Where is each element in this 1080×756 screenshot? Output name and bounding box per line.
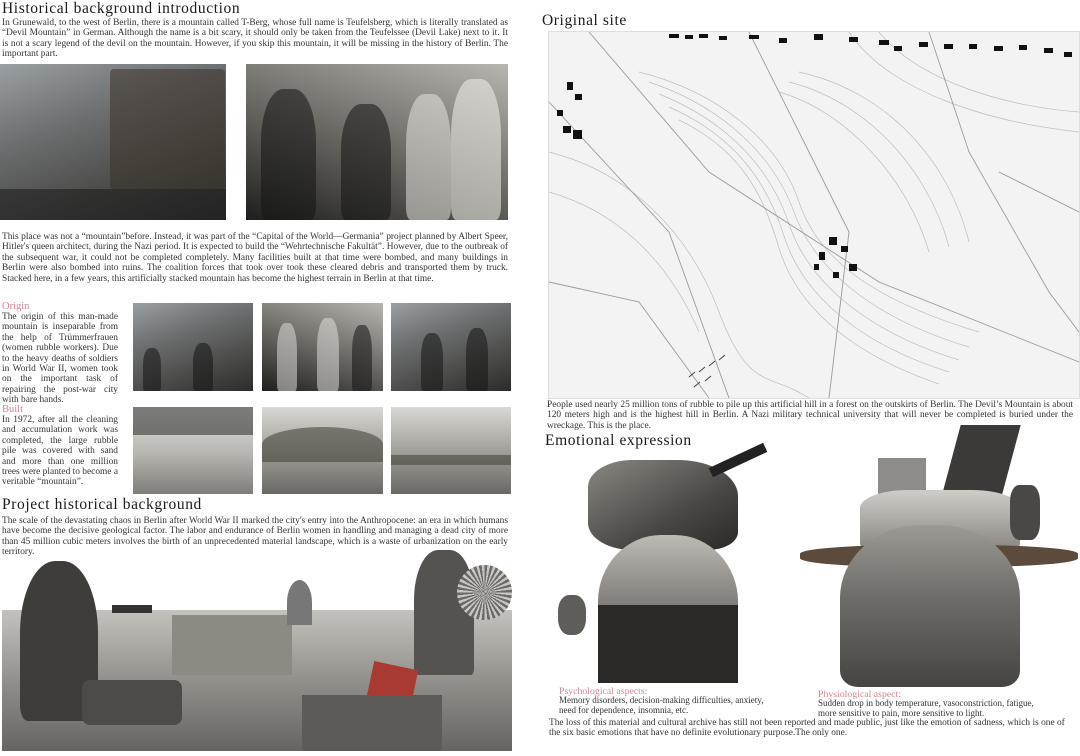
psych-label: Psychological aspects:	[559, 686, 648, 697]
closing-text: The loss of this material and cultural archive has still not been reported and made public, just like the emotion of sadness, which is one of the six basic emotions that have no definite evolutionary purpose.The only one.	[549, 718, 1065, 739]
origin-photo-2	[262, 303, 383, 391]
physio-text: Sudden drop in body temperature, vasoconstriction, fatigue, more sensitive to pain, more sensitive to light.	[818, 698, 1034, 718]
site-title: Original site	[542, 12, 627, 29]
ruined-building-photo	[0, 64, 226, 220]
site-map	[548, 31, 1080, 399]
psychological-collage	[558, 455, 778, 683]
emotion-title: Emotional expression	[545, 432, 692, 449]
women-workers-photo	[246, 64, 508, 220]
origin-text: The origin of this man-made mountain is inseparable from the help of Trümmerfrauen (women rubble workers). Due to the heavy deaths of soldiers in World War II, women took on the important task of repairing the post-war city with bare hands.	[2, 312, 118, 406]
built-photo-1	[133, 407, 253, 494]
war-collage	[2, 545, 512, 751]
history-body: This place was not a “mountain”before. Instead, it was part of the “Capital of the World—Germania” project planned by Albert Speer, Hitler's queen architect, during the Nazi period. It is expected to build the “Wehrtechnische Fakultät”. However, due to the outbreak of the subsequent war, it could not be completed completely. Many facilities built at that time were bombed, and many buildings in Berlin were also bombed into ruins. The coalition forces that took over took these cleared debris and transported them by truck. Stacked here, in a few years, this artificially stacked mountain has become the highest terrain in Berlin at that time.	[2, 232, 508, 284]
physiological-collage	[800, 425, 1078, 687]
origin-photo-1	[133, 303, 253, 391]
site-caption: People used nearly 25 million tons of rubble to pile up this artificial hill in a forest on the outskirts of Berlin. The Devil’s Mountain is about 120 meters high and is the highest hill in Berlin. A Nazi military technical university that will never be completed is buried under the wreckage. This is the place.	[547, 400, 1073, 431]
built-photo-3	[391, 407, 511, 494]
built-label: Built	[2, 404, 24, 415]
history-title: Historical background introduction	[2, 0, 241, 17]
history-intro: In Grunewald, to the west of Berlin, there is a mountain called T-Berg, whose full name is Teufelsberg, which is literally translated as “Devil Mountain” in German. Although the name is a bit scary, it should only be taken from the Teufelssee (Devil Lake) next to it. It is not a scary legend of the devil on the mountain. However, if you skip this mountain, it will be missing in the history of Berlin. The important part.	[2, 18, 508, 60]
built-text: In 1972, after all the cleaning and accumulation work was completed, the large rubble pile was covered with sand and more than one million trees were planted to become a veritable “mountain”.	[2, 415, 118, 488]
physio-label: Physiological aspect:	[818, 689, 901, 700]
origin-label: Origin	[2, 301, 30, 312]
contour-map-graphic	[549, 32, 1079, 398]
project-title: Project historical background	[2, 496, 202, 513]
psych-text: Memory disorders, decision-making difficulties, anxiety, need for dependence, insomnia, etc.	[559, 695, 764, 715]
built-photo-2	[262, 407, 383, 494]
origin-photo-3	[391, 303, 511, 391]
project-text: The scale of the devastating chaos in Berlin after World War II marked the city's entry into the Anthropocene: an era in which humans have become the decisive geological factor. The labor and endurance of Berlin women in handling and managing a dead city of more than 45 million cubic meters involves the birth of an unprecedented material landscape, which is a waste of urbanization on the early territory.	[2, 516, 508, 558]
